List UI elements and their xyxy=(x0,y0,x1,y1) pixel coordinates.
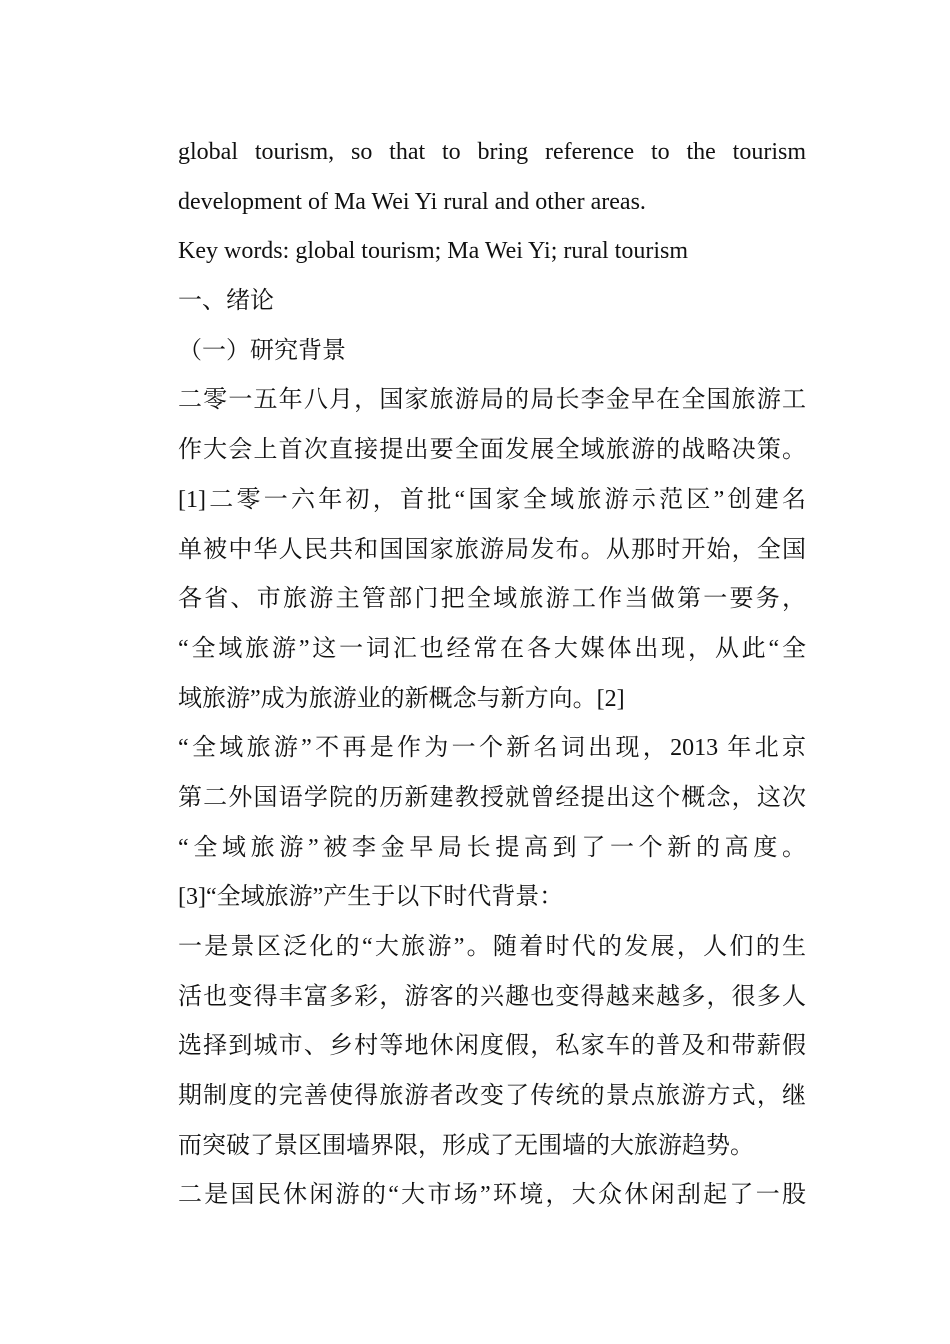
text-line: [1]二零一六年初，首批“国家全域旅游示范区”创建名 xyxy=(178,486,806,513)
text-line: 活也变得丰富多彩，游客的兴趣也变得越来越多，很多人 xyxy=(178,983,806,1010)
text-line: 第二外国语学院的历新建教授就曾经提出这个概念，这次 xyxy=(178,784,806,811)
document-body xyxy=(178,128,806,1221)
text-line: “全域旅游”不再是作为一个新名词出现，2013 年北京 xyxy=(178,735,806,762)
text-line: 域旅游”成为旅游业的新概念与新方向。[2] xyxy=(178,685,625,712)
section-heading: 一、绪论 xyxy=(178,288,274,315)
text-line: development of Ma Wei Yi rural and other areas. xyxy=(178,188,646,215)
text-line: 单被中华人民共和国国家旅游局发布。从那时开始，全国 xyxy=(178,536,806,563)
text-line: 二零一五年八月，国家旅游局的局长李金早在全国旅游工 xyxy=(178,387,806,414)
text-line: global tourism, so that to bring reference to the tourism xyxy=(178,139,806,165)
text-line: 而突破了景区围墙界限，形成了无围墙的大旅游趋势。 xyxy=(178,1132,754,1159)
keywords-line: Key words: global tourism; Ma Wei Yi; rural tourism xyxy=(178,238,689,265)
text-line: 一是景区泛化的“大旅游”。随着时代的发展，人们的生 xyxy=(178,934,806,960)
text-line: “全域旅游”这一词汇也经常在各大媒体出现，从此“全 xyxy=(178,635,806,662)
text-line: 期制度的完善使得旅游者改变了传统的景点旅游方式，继 xyxy=(178,1083,806,1110)
text-line: [3]“全域旅游”产生于以下时代背景： xyxy=(178,884,564,911)
subsection-heading: （一）研究背景 xyxy=(178,337,346,364)
text-line: 作大会上首次直接提出要全面发展全域旅游的战略决策。 xyxy=(178,437,806,464)
text-line: 选择到城市、乡村等地休闲度假，私家车的普及和带薪假 xyxy=(178,1033,806,1060)
text-line: 二是国民休闲游的“大市场”环境，大众休闲刮起了一股 xyxy=(178,1182,806,1209)
text-line: 各省、市旅游主管部门把全域旅游工作当做第一要务， xyxy=(178,586,806,613)
text-line: “全域旅游”被李金早局长提高到了一个新的高度。 xyxy=(178,834,806,861)
